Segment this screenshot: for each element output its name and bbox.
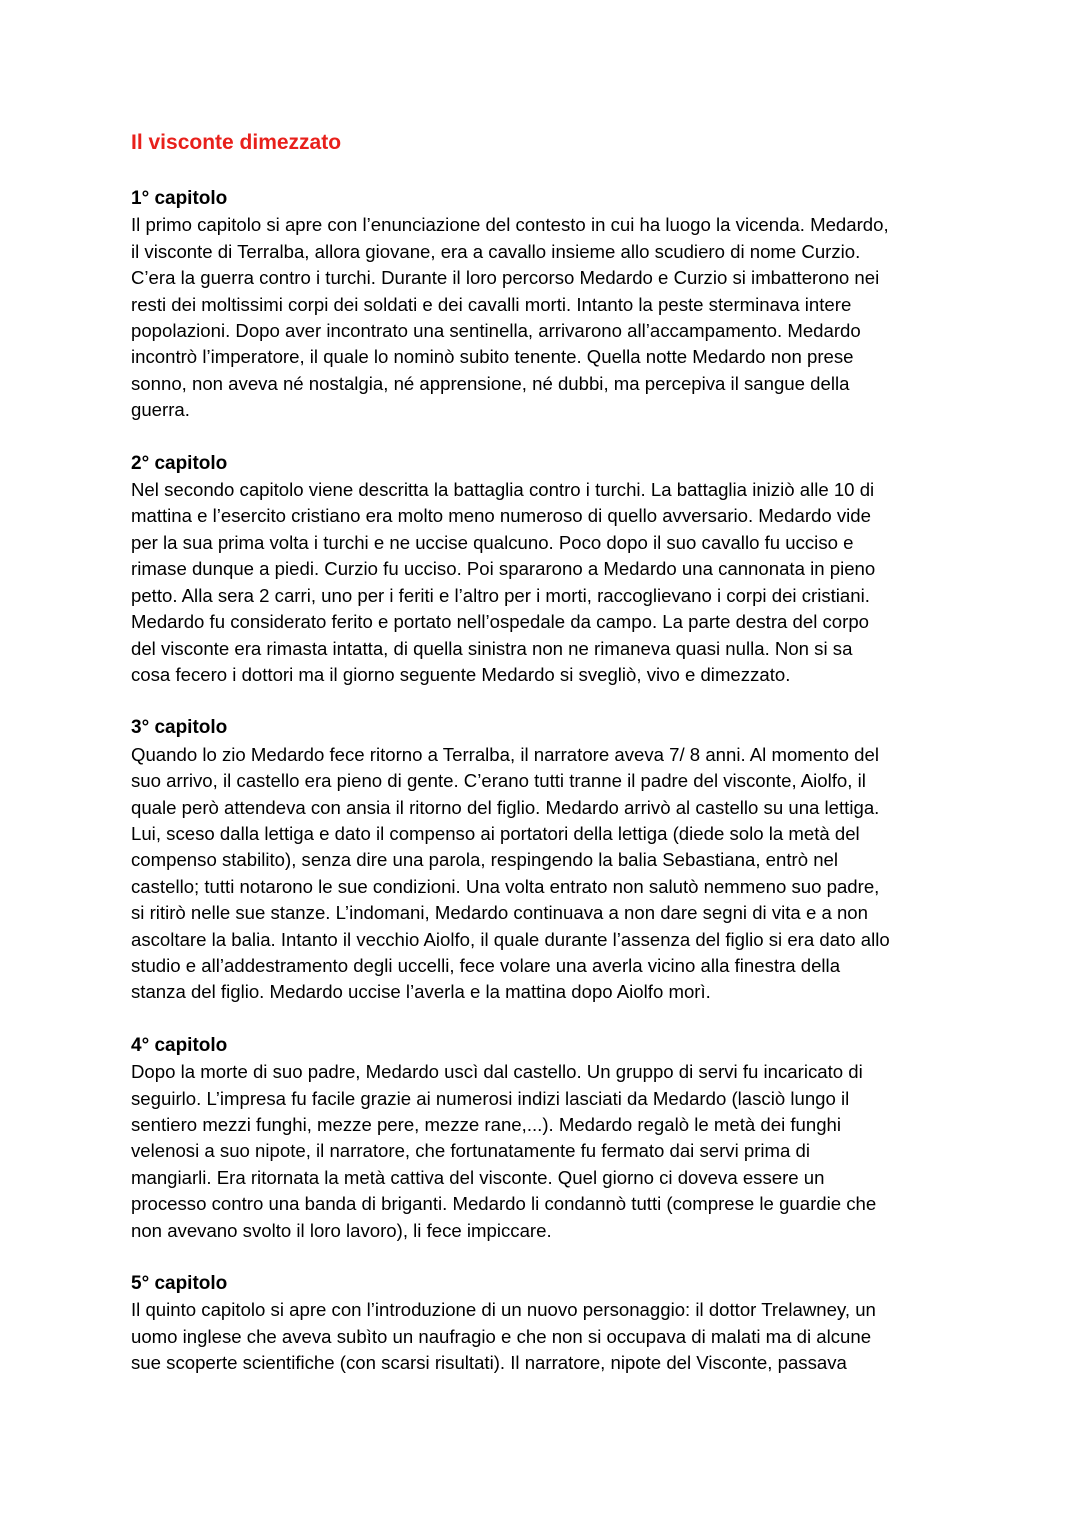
chapter-heading: 3° capitolo [131,717,228,739]
chapter-heading: 1° capitolo [131,188,228,209]
document-page [131,128,951,1404]
chapter-section [131,1271,951,1377]
chapter-section [131,715,951,1005]
chapter-heading: 5° capitolo [131,1273,228,1295]
chapter-text: Nel secondo capitolo viene descritta la battaglia contro i turchi. La battaglia iniziò alle 10 di mattina e l’esercito cristiano era molto meno numeroso di quello avversario. Medardo vide per la sua prima volta i turchi e ne uccise qualcuno. Poco dopo il suo cavallo fu ucciso e rimase dunque a piedi. Curzio fu ucciso. Poi spararono a Medardo una cannonata in pieno petto. Alla sera 2 carri, uno per i feriti e l’altro per i morti, raccoglievano i corpi dei cristiani. Medardo fu considerato ferito e portato nell’ospedale da campo. La parte destra del corpo del visconte era rimasta intatta, di quella sinistra non ne rimaneva quasi nulla. Non si sa cosa fecero i dottori ma il giorno seguente Medardo si svegliò, vivo e dimezzato. [131,479,876,685]
chapter-heading: 4° capitolo [131,1034,228,1056]
chapter-text: Quando lo zio Medardo fece ritorno a Terralba, il narratore aveva 7/ 8 anni. Al momento del suo arrivo, il castello era pieno di gente. C’erano tutti tranne il padre del visconte, Aiolfo, il quale però attendeva con ansia il ritorno del figlio. Medardo arrivò al castello su una lettiga. Lui, sceso dalla lettiga e dato il compenso ai portatori della lettiga (diede solo la metà del compenso stabilito), senza dire una parola, respingendo la balia Sebastiana, entrò nel castello; tutti notarono le sue condizioni. Una volta entrato non salutò nemmeno suo padre, si ritirò nelle sue stanze. L’indomani, Medardo continuava a non dare segni di vita e a non ascoltare la balia. Intanto il vecchio Aiolfo, il quale durante l’assenza del figlio si era dato allo studio e all’addestramento degli uccelli, fece volare una averla vicino alla finestra della stanza del figlio. Medardo uccise l’averla e la mattina dopo Aiolfo morì. [131,743,890,1003]
chapter-section [131,1033,951,1244]
document-title: Il visconte dimezzato [131,131,342,154]
chapter-text: Dopo la morte di suo padre, Medardo uscì dal castello. Un gruppo di servi fu incaricato di seguirlo. L’impresa fu facile grazie ai numerosi indizi lasciati da Medardo (lasciò lungo il sentiero mezzi funghi, mezze pere, mezze rane,...). Medardo regalò le metà dei funghi velenosi a suo nipote, il narratore, che fortunatamente fu fermato dai servi prima di mangiarli. Era ritornata la metà cattiva del visconte. Quel giorno ci doveva essere un processo contro una banda di briganti. Medardo li condannò tutti (comprese le guardie che non avevano svolto il loro lavoro), li fece impiccare. [131,1061,877,1241]
chapter-heading: 2° capitolo [131,452,228,474]
chapter-section [131,186,951,424]
chapter-text: Il primo capitolo si apre con l’enunciazione del contesto in cui ha luogo la vicenda. Medardo, il visconte di Terralba, allora giovane, era a cavallo insieme allo scudiero di nome Curzio. C’era la guerra contro i turchi. Durante il loro percorso Medardo e Curzio si imbatterono nei resti dei moltissimi corpi dei soldati e dei cavalli morti. Intanto la peste sterminava intere popolazioni. Dopo aver incontrato una sentinella, arrivarono all’accampamento. Medardo incontrò l’imperatore, il quale lo nominò subito tenente. Quella notte Medardo non prese sonno, non aveva né nostalgia, né apprensione, né dubbi, ma percepiva il sangue della guerra. [131,214,889,421]
chapter-text: Il quinto capitolo si apre con l’introduzione di un nuovo personaggio: il dottor Trelawney, un uomo inglese che aveva subìto un naufragio e che non si occupava di malati ma di alcune sue scoperte scientifiche (con scarsi risultati). Il narratore, nipote del Visconte, passava [131,1299,876,1374]
chapter-section [131,451,951,689]
